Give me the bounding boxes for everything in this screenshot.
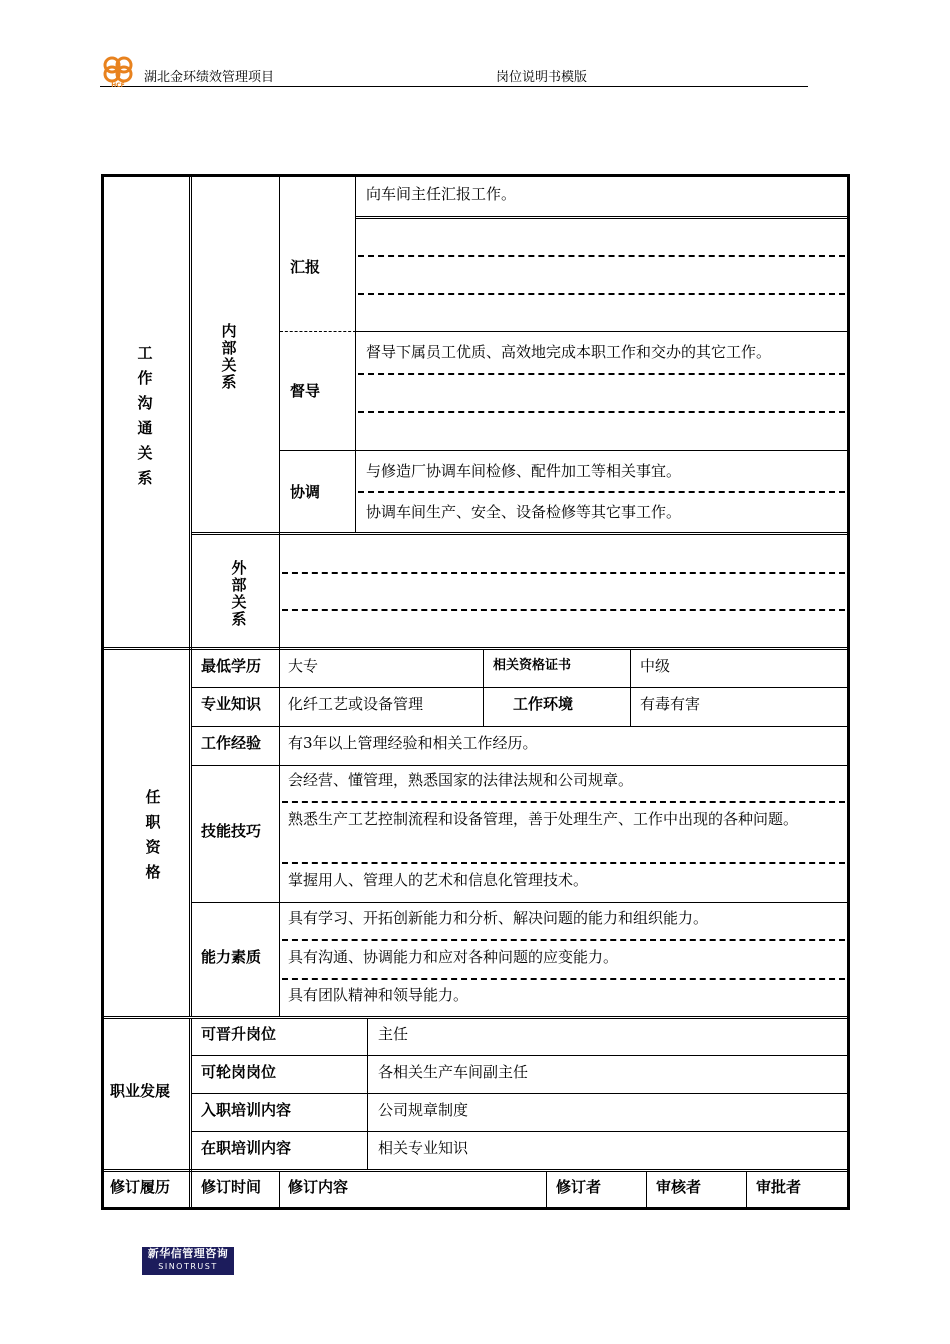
svg-text:HCF: HCF xyxy=(111,82,125,88)
skill-item: 会经营、懂管理，熟悉国家的法律法规和公司规章。 xyxy=(288,771,634,789)
knowledge-value: 化纤工艺或设备管理 xyxy=(288,695,424,713)
report-label: 汇报 xyxy=(290,258,321,276)
experience-value: 有3年以上管理经验和相关工作经历。 xyxy=(288,734,538,752)
coordinate-line-1: 与修造厂协调车间检修、配件加工等相关事宜。 xyxy=(366,462,682,480)
career-row-value: 各相关生产车间副主任 xyxy=(378,1063,529,1081)
ability-item: 具有学习、开拓创新能力和分析、解决问题的能力和组织能力。 xyxy=(288,909,709,927)
ability-label: 能力素质 xyxy=(201,948,262,966)
knowledge-label: 专业知识 xyxy=(201,695,262,713)
sinotrust-logo xyxy=(142,1247,234,1275)
revision-column-header: 审核者 xyxy=(656,1178,702,1196)
min-education-label: 最低学历 xyxy=(201,657,262,675)
revision-column-header: 审批者 xyxy=(756,1178,802,1196)
experience-label: 工作经验 xyxy=(201,734,262,752)
environment-label: 工作环境 xyxy=(513,695,574,713)
revision-column-header: 修订时间 xyxy=(201,1178,262,1196)
supervise-line-1: 督导下属员工优质、高效地完成本职工作和交办的其它工作。 xyxy=(366,343,772,361)
certificate-value: 中级 xyxy=(640,657,671,675)
communication-section-label: 工作沟通关系 xyxy=(137,344,153,487)
career-row-value: 相关专业知识 xyxy=(378,1139,469,1157)
career-row-label: 入职培训内容 xyxy=(201,1101,292,1119)
career-row-value: 公司规章制度 xyxy=(378,1101,469,1119)
career-row-label: 可轮岗岗位 xyxy=(201,1063,277,1081)
revision-column-header: 修订内容 xyxy=(288,1178,349,1196)
skill-item: 掌握用人、管理人的艺术和信息化管理技术。 xyxy=(288,871,589,889)
career-row-value: 主任 xyxy=(378,1025,409,1043)
career-section-label: 职业发展 xyxy=(110,1082,171,1100)
revision-column-header: 修订者 xyxy=(556,1178,602,1196)
revision-section-label: 修订履历 xyxy=(110,1178,171,1196)
page-header xyxy=(100,52,808,87)
report-line-1: 向车间主任汇报工作。 xyxy=(366,185,517,203)
footer-brand-en: SINOTRUST xyxy=(158,1262,218,1271)
project-title: 湖北金环绩效管理项目 xyxy=(144,70,275,85)
coordinate-line-2: 协调车间生产、安全、设备检修等其它事工作。 xyxy=(366,503,682,521)
ability-item: 具有团队精神和领导能力。 xyxy=(288,986,469,1004)
career-row-label: 可晋升岗位 xyxy=(201,1025,277,1043)
coordinate-label: 协调 xyxy=(290,483,321,501)
qualification-section-label: 任职资格 xyxy=(145,788,161,881)
footer-brand-cn: 新华信管理咨询 xyxy=(147,1247,229,1260)
skills-label: 技能技巧 xyxy=(201,822,262,840)
skill-item: 熟悉生产工艺控制流程和设备管理，善于处理生产、工作中出现的各种问题。 xyxy=(288,810,799,828)
career-row-label: 在职培训内容 xyxy=(201,1139,292,1157)
environment-value: 有毒有害 xyxy=(640,695,701,713)
document-type: 岗位说明书模版 xyxy=(496,70,588,85)
supervise-label: 督导 xyxy=(290,382,321,400)
hcf-logo-icon xyxy=(100,54,136,88)
external-relations-label: 外部关系 xyxy=(231,559,247,628)
internal-relations-label: 内部关系 xyxy=(221,322,237,391)
ability-item: 具有沟通、协调能力和应对各种问题的应变能力。 xyxy=(288,948,619,966)
min-education-value: 大专 xyxy=(288,657,319,675)
certificate-label: 相关资格证书 xyxy=(493,658,572,673)
